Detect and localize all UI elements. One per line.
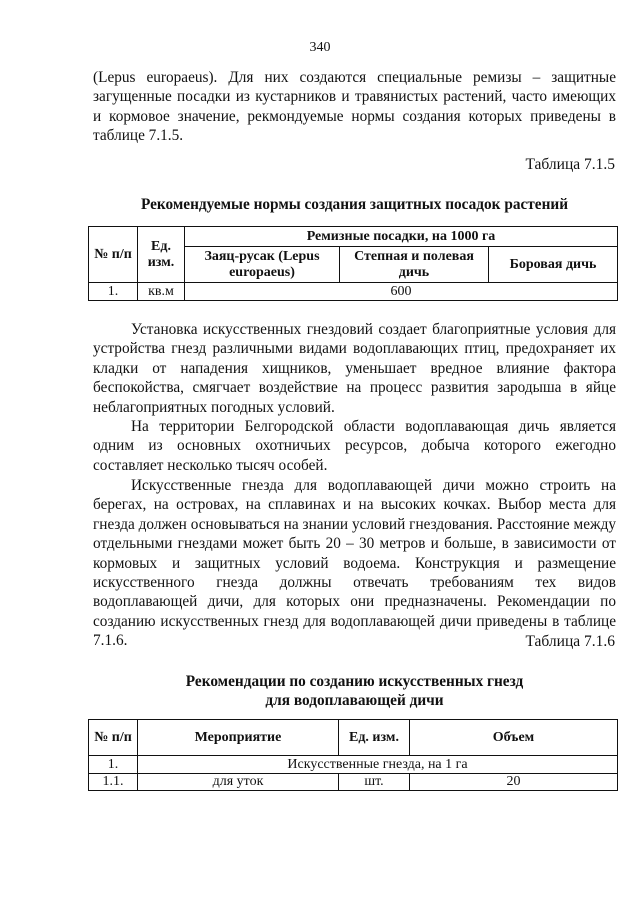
table-7-1-5 [88, 226, 618, 301]
table-7-1-5-title: Рекомендуемые нормы создания защитных посадок растений [140, 196, 569, 213]
paragraph-3: На территории Белгородской области водоплавающая дичь является одним из основных охотничьих ресурсов, добыча которого ежегодно составляет несколько тысяч особей. [93, 418, 616, 474]
cell-unit: кв.м [138, 283, 185, 301]
cell-volume: 20 [410, 774, 618, 791]
header-unit: Ед. изм. [339, 720, 410, 756]
page-number: 340 [309, 40, 331, 55]
header-volume: Объем [410, 720, 618, 756]
header-unit: Ед. изм. [138, 227, 185, 283]
paragraph-1: (Lepus europaeus). Для них создаются специальные ремизы – защитные загущенные посадки из кустарников и травянистых растений, часто имеющих и кормовое значение, рекмондуемые нормы создания которых приведены в таблице 7.1.5. [93, 69, 616, 145]
paragraph-4: Искусственные гнезда для водоплавающей дичи можно строить на берегах, на островах, на сплавинах и на высоких кочках. Выбор места для гнезда должен основываться на знании условий гнездования. Расстояние между отдельными гнездами может быть 20 – 30 метров и больше, в зависимости от кормовых и защитных условий водоема. Конструкция и размещение искусственного гнезда должны отвечать требованиям тех видов водоплавающей дичи, для которых они предназначены. Рекомендации по созданию искусственных гнезд для водоплавающей дичи приведены в таблице 7.1.6. [93, 477, 616, 650]
header-group: Ремизные посадки, на 1000 га [185, 227, 618, 247]
cell-value: 600 [185, 283, 618, 301]
cell-event: для уток [138, 774, 339, 791]
header-forest-game: Боровая дичь [489, 247, 618, 283]
header-hare: Заяц-русак (Lepus europaeus) [185, 247, 340, 283]
cell-num: 1. [89, 756, 138, 774]
cell-section: Искусственные гнезда, на 1 га [138, 756, 618, 774]
table-7-1-6 [88, 719, 618, 791]
header-event: Мероприятие [138, 720, 339, 756]
table-row [89, 774, 618, 791]
table-row [89, 283, 618, 301]
header-num: № п/п [89, 720, 138, 756]
header-steppe-game: Степная и полевая дичь [340, 247, 489, 283]
table-7-1-5-ref: Таблица 7.1.5 [525, 156, 615, 173]
cell-unit: шт. [339, 774, 410, 791]
header-num: № п/п [89, 227, 138, 283]
table-row [89, 756, 618, 774]
paragraph-2: Установка искусственных гнездовий создает благоприятные условия для устройства гнезд различными видами водоплавающих птиц, предохраняет их кладки от нападения хищников, уменьшает вредное влияние фактора беспокойства, смягчает воздействие на процесс развития зародыша в яйце неблагоприятных погодных условий. [93, 321, 616, 416]
table-7-1-6-ref: Таблица 7.1.6 [525, 633, 615, 650]
table-7-1-6-title-line1: Рекомендации по созданию искусственных гнезд [185, 673, 524, 690]
table-7-1-6-title-line2: для водоплавающей дичи [265, 692, 444, 709]
cell-num: 1.1. [89, 774, 138, 791]
cell-num: 1. [89, 283, 138, 301]
